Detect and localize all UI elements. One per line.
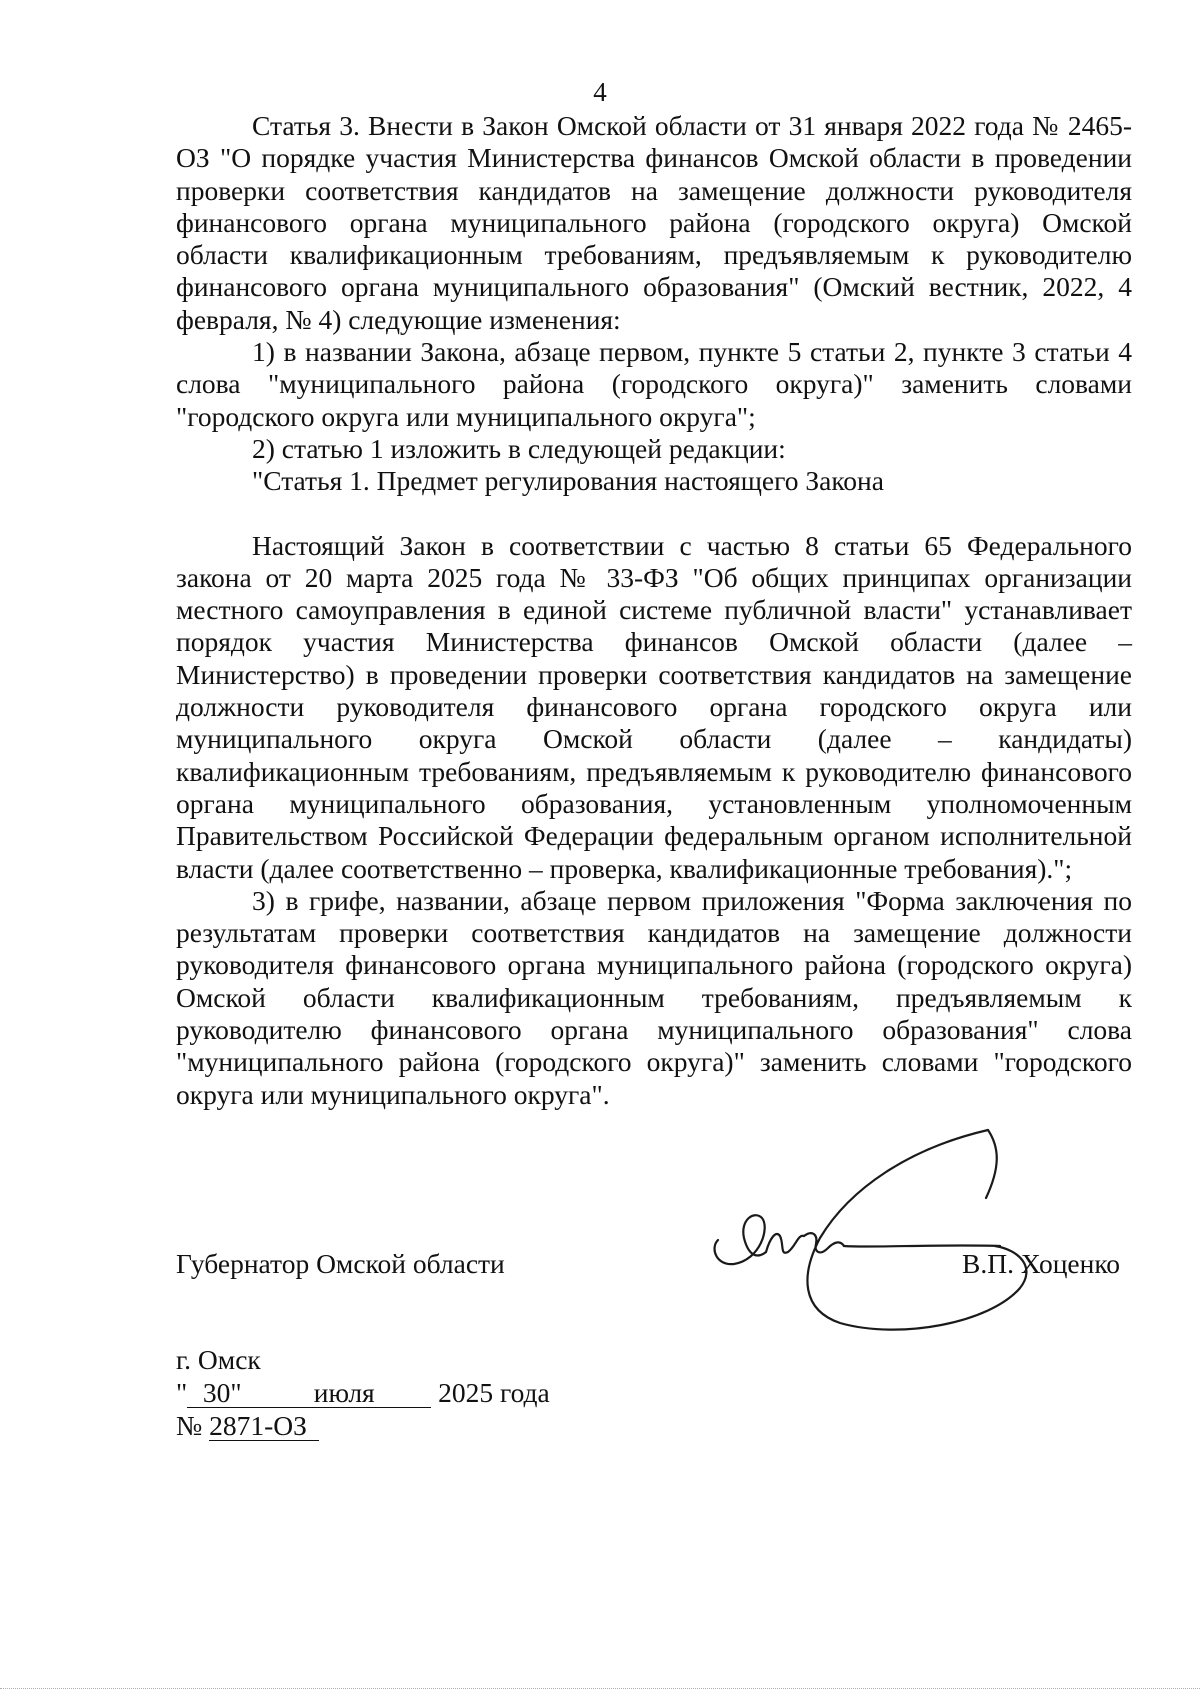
page-number: 4 bbox=[593, 77, 607, 107]
amendment-item-1: 1) в названии Закона, абзаце первом, пункте 5 статьи 2, пункте 3 статьи 4 слова "муниципального района (городского округа)" заменить словами "городского округа или муниципального округа"; bbox=[176, 336, 1132, 432]
place-date-number-block bbox=[176, 1343, 550, 1442]
number-value: 2871-ОЗ bbox=[209, 1412, 319, 1441]
city: г. Омск bbox=[176, 1344, 261, 1375]
article-1-heading: "Статья 1. Предмет регулирования настоящего Закона bbox=[252, 465, 884, 497]
date-month: июля bbox=[257, 1379, 431, 1408]
article-1-text: Настоящий Закон в соответствии с частью 8 статьи 65 Федерального закона от 20 марта 2025 года № 33-ФЗ "Об общих принципах организации местного самоуправления в единой системе публичной власти" устанавливает порядок участия Министерства финансов Омской области (далее – Министерство) в проведении проверки соответствия кандидатов на замещение должности руководителя финансового органа городского округа или муниципального округа Омской области (далее – кандидаты) квалификационным требованиям, предъявляемым к руководителю финансового органа муниципального образования, установленным уполномоченным Правительством Российской Федерации федеральным органом исполнительной власти (далее соответственно – проверка, квалификационные требования)."; bbox=[176, 529, 1132, 884]
signatory-position: Губернатор Омской области bbox=[176, 1248, 505, 1279]
article-3-paragraph: Статья 3. Внести в Закон Омской области от 31 января 2022 года № 2465-ОЗ "О порядке участия Министерства финансов Омской области в проведении проверки соответствия кандидатов на замещение должности руководителя финансового органа муниципального района (городского округа) Омской области квалификационным требованиям, предъявляемым к руководителю финансового органа муниципального образования" (Омский вестник, 2022, 4 февраля, № 4) следующие изменения: bbox=[176, 110, 1132, 335]
number-prefix: № bbox=[176, 1410, 203, 1441]
amendment-item-3: 3) в грифе, названии, абзаце первом приложения "Форма заключения по результатам проверки соответствия кандидатов на замещение должности руководителя финансового органа муниципального района (городского округа) Омской области квалификационным требованиям, предъявляемым к руководителю финансового органа муниципального образования" слова "муниципального района (городского округа)" заменить словами "городского округа или муниципального округа". bbox=[176, 884, 1132, 1110]
signatory-name: В.П. Хоценко bbox=[962, 1248, 1121, 1279]
signing-date bbox=[176, 1376, 550, 1409]
scan-edge-line bbox=[0, 1688, 1200, 1689]
paragraph-gap bbox=[176, 498, 1132, 530]
amendment-item-2: 2) статью 1 изложить в следующей редакции: bbox=[252, 432, 786, 464]
document-body bbox=[176, 110, 1132, 1111]
date-day: 30" bbox=[187, 1379, 257, 1408]
date-year: 2025 года bbox=[438, 1377, 550, 1408]
date-open-quote: " bbox=[176, 1377, 188, 1408]
law-number bbox=[176, 1409, 550, 1442]
handwritten-signature bbox=[700, 1118, 1100, 1338]
